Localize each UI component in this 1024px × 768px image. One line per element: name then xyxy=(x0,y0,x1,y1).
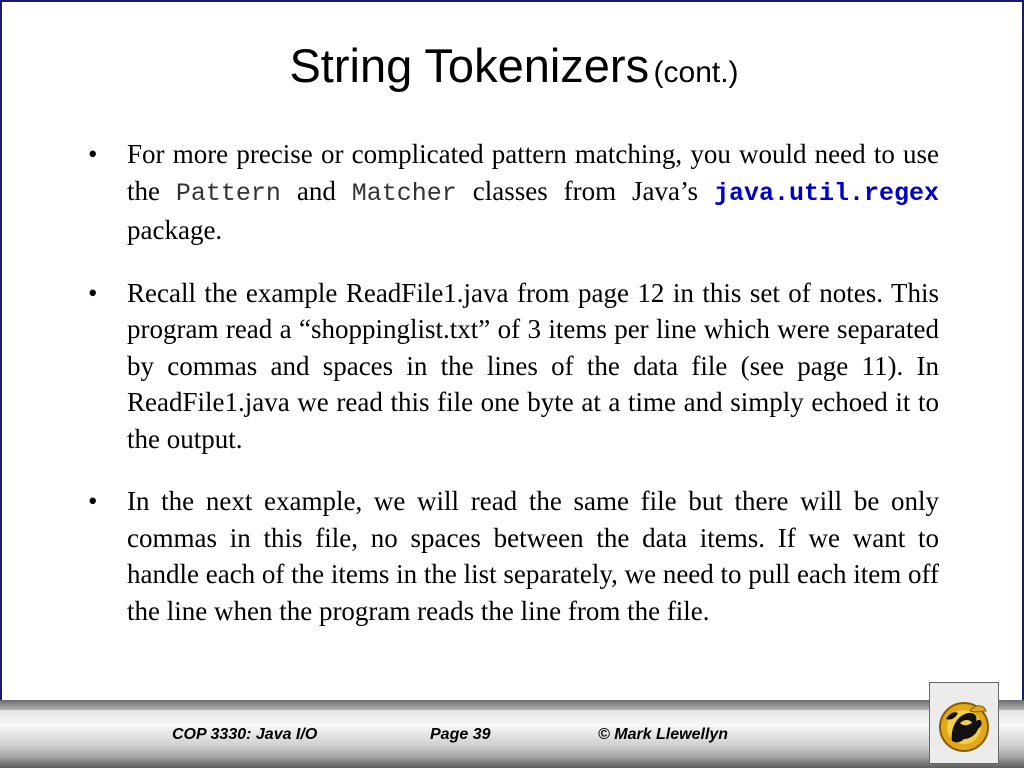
footer-bar xyxy=(0,700,1024,768)
code-term: java.util.regex xyxy=(713,178,939,208)
footer-page: Page 39 xyxy=(430,726,491,743)
pegasus-logo-icon xyxy=(930,683,998,763)
bullet-text: Recall the example ReadFile1.java from page 12 in this set of notes. This program read a “shoppinglist.txt” of 3 items per line which were separated by commas and spaces in the lines of the data file (see page 11). In ReadFile1.java we read this file one byte at a time and simply echoed it to the output. xyxy=(127,277,939,454)
footer-author: © Mark Llewellyn xyxy=(598,726,729,743)
bullet-list xyxy=(82,136,939,655)
footer-band xyxy=(0,710,1024,760)
bullet-text: For more precise or complicated pattern matching, you would need to use the xyxy=(127,139,939,206)
bullet-text: classes from Java’s xyxy=(456,175,714,206)
logo-box xyxy=(929,682,999,764)
bullet-dot: • xyxy=(88,277,98,308)
bullet-text: and xyxy=(280,175,352,206)
slide-title-sub: (cont.) xyxy=(653,56,739,89)
bullet-item xyxy=(82,483,939,629)
bullet-item xyxy=(82,136,939,249)
bullet-dot: • xyxy=(88,139,98,169)
slide-title-main: String Tokenizers xyxy=(289,39,650,92)
footer-course: COP 3330: Java I/O xyxy=(172,726,318,743)
bullet-item xyxy=(82,275,939,458)
bullet-text: In the next example, we will read the same file but there will be only commas in this file, no spaces between the data items. If we want to handle each of the items in the list separately, we need to pull each item off the line when the program reads the line from the file. xyxy=(127,486,939,626)
code-term: Matcher xyxy=(351,178,457,208)
bullet-dot: • xyxy=(88,486,98,516)
code-term: Pattern xyxy=(175,178,281,208)
footer-bottom-stripe xyxy=(0,758,1024,768)
footer-top-stripe xyxy=(0,700,1024,710)
bullet-text: package. xyxy=(127,215,223,245)
slide-title xyxy=(2,38,1024,93)
